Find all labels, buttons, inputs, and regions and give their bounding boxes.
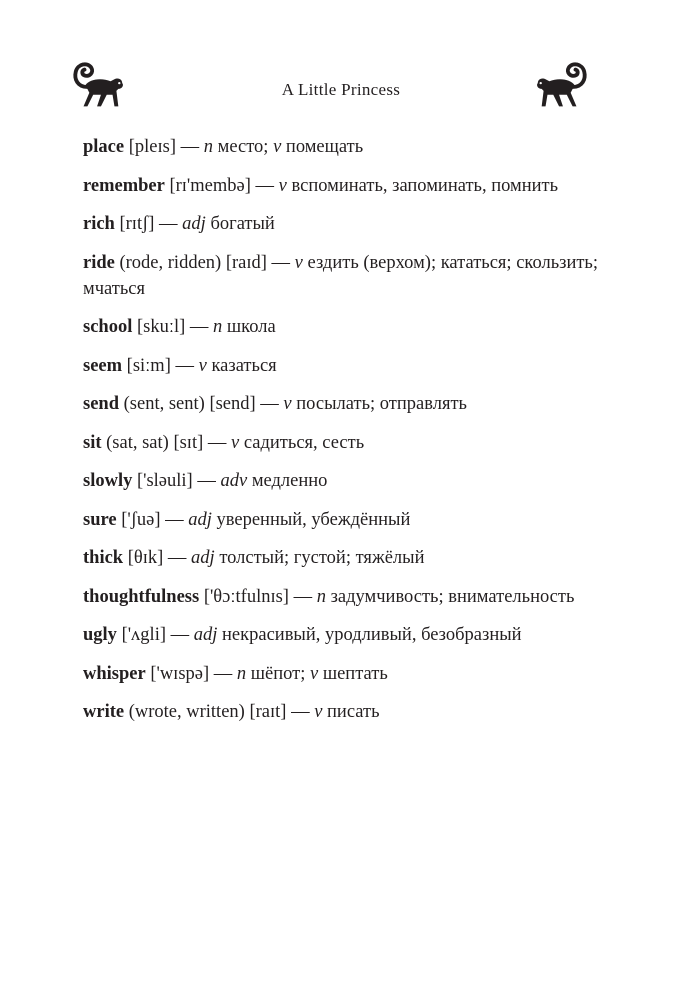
entry-definition: — adj богатый <box>159 214 275 234</box>
entry-transcription: [sɪt] <box>173 432 204 453</box>
vocab-entry <box>83 353 603 379</box>
vocab-entry <box>83 314 603 340</box>
entry-word: ugly <box>83 625 117 645</box>
entry-word: ride <box>83 252 115 273</box>
entry-transcription: ['sləuli] <box>136 471 193 491</box>
entry-forms: (sat, sat) <box>106 432 169 453</box>
monkey-icon <box>532 58 590 116</box>
vocab-entry <box>83 430 603 456</box>
vocab-entry <box>83 173 603 199</box>
entry-transcription: [rɪtʃ] <box>119 214 155 234</box>
entry-word: thick <box>83 548 124 568</box>
entry-word: whisper <box>83 663 146 684</box>
vocab-entry <box>83 545 603 571</box>
entry-transcription: [raɪd] <box>225 252 267 273</box>
entry-definition: — v садиться, сесть <box>207 432 365 453</box>
vocab-entry <box>83 211 603 237</box>
entry-word: place <box>83 137 125 157</box>
entry-word: thoughtfulness <box>83 586 200 607</box>
book-title: A Little Princess <box>281 80 401 99</box>
entry-transcription: ['wɪspə] <box>150 663 210 684</box>
entry-transcription: [pleɪs] <box>128 137 176 157</box>
entry-forms: (rode, ridden) <box>119 252 222 273</box>
vocab-entry <box>83 250 603 302</box>
entry-definition: — v посылать; отправлять <box>260 394 467 414</box>
entry-transcription: [rɪ'membə] <box>169 175 251 196</box>
entry-definition: — v вспоминать, запоминать, помнить <box>255 175 559 196</box>
vocab-entry <box>83 391 603 417</box>
vocab-entry <box>83 507 603 533</box>
entry-transcription: ['θɔːtfulnɪs] <box>203 586 289 607</box>
entry-definition: — n задумчивость; внимательность <box>293 586 575 607</box>
entry-word: seem <box>83 355 123 376</box>
entry-word: sit <box>83 432 102 453</box>
entry-definition: — n место; v помещать <box>180 137 364 157</box>
entry-transcription: [skuːl] <box>136 317 186 337</box>
entry-word: write <box>83 702 125 722</box>
vocab-entry <box>83 622 603 648</box>
page-header <box>0 58 682 118</box>
entry-definition: — adj толстый; густой; тяжёлый <box>167 548 425 568</box>
entry-definition: — adj уверенный, убеждённый <box>165 509 411 530</box>
vocab-entry <box>83 661 603 687</box>
vocab-entry <box>83 134 603 160</box>
entry-word: remember <box>83 175 165 196</box>
entry-definition: — n школа <box>189 317 276 337</box>
entry-transcription: [send] <box>209 394 256 414</box>
entry-transcription: [θɪk] <box>127 548 164 568</box>
entry-definition: — adj некрасивый, уродливый, безобразный <box>170 625 522 645</box>
entry-definition: — v писать <box>291 702 380 722</box>
entry-transcription: [raɪt] <box>249 702 287 722</box>
entry-forms: (wrote, written) <box>128 702 245 722</box>
entry-transcription: [siːm] <box>126 355 171 376</box>
entry-forms: (sent, sent) <box>123 394 205 414</box>
entry-definition: — v казаться <box>175 355 277 376</box>
vocabulary-list <box>83 134 603 738</box>
entry-word: rich <box>83 214 115 234</box>
entry-word: send <box>83 394 119 414</box>
entry-transcription: ['ʌgli] <box>121 625 166 645</box>
entry-word: school <box>83 317 133 337</box>
entry-definition: — n шёпот; v шептать <box>213 663 388 684</box>
entry-transcription: ['ʃuə] <box>121 509 161 530</box>
vocab-entry <box>83 584 603 610</box>
entry-definition: — v ездить (верхом); кататься; скользить; мчаться <box>83 252 599 299</box>
vocab-entry <box>83 468 603 494</box>
vocab-entry <box>83 699 603 725</box>
entry-definition: — adv медленно <box>197 471 328 491</box>
entry-word: sure <box>83 509 117 530</box>
entry-word: slowly <box>83 471 133 491</box>
